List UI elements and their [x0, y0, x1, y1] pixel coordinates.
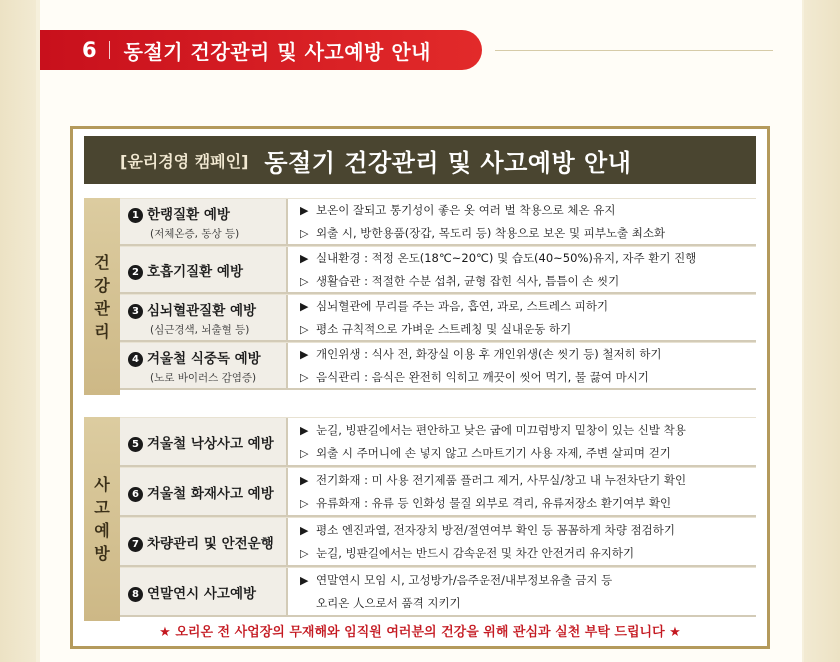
item-title-text: 겨울철 낙상사고 예방 [147, 435, 274, 452]
arrow-icon: ▶ [300, 523, 309, 537]
arrow-icon: ▶ [300, 574, 309, 587]
list-item [120, 342, 756, 390]
item-list [120, 417, 756, 621]
section-label-char: 리 [94, 321, 110, 341]
number-badge-icon: 8 [128, 587, 143, 602]
list-item [120, 198, 756, 246]
section-label-char: 관 [94, 298, 110, 318]
item-description [288, 343, 756, 388]
arrow-icon: ▷ [300, 496, 309, 510]
number-badge-icon: 5 [128, 437, 143, 452]
accident-section [84, 417, 756, 621]
campaign-panel [70, 126, 770, 649]
description-text: 심뇌혈관에 무리를 주는 과음, 흡연, 과로, 스트레스 피하기 [316, 298, 609, 313]
item-title-text: 연말연시 사고예방 [147, 585, 257, 602]
description-text: 평소 규칙적으로 가벼운 스트레칭 및 실내운동 하기 [316, 321, 572, 336]
description-line [300, 519, 756, 542]
item-description [288, 295, 756, 340]
description-line [300, 247, 756, 270]
description-text: 외출 시, 방한용품(장갑, 목도리 등) 착용으로 보온 및 피부노출 최소화 [316, 225, 666, 240]
arrow-icon: ▶ [300, 203, 309, 217]
arrow-icon: ▷ [300, 446, 309, 460]
item-title [128, 299, 286, 319]
description-line [300, 469, 756, 492]
arrow-icon: ▷ [300, 226, 309, 240]
description-text: 외출 시 주머니에 손 넣지 않고 스마트기기 사용 자제, 주변 살피며 걷기 [316, 445, 671, 460]
item-title [128, 582, 286, 602]
arrow-icon: ▶ [300, 251, 309, 265]
number-badge-icon: 3 [128, 304, 143, 319]
number-badge-icon: 6 [128, 487, 143, 502]
item-name-cell [120, 343, 288, 388]
section-label-char: 예 [94, 521, 110, 540]
arrow-icon: ▶ [300, 473, 309, 487]
item-name-cell [120, 199, 288, 244]
description-line [300, 569, 756, 592]
item-title [128, 432, 286, 452]
description-text: 생활습관 : 적절한 수분 섭취, 균형 잡힌 식사, 틈틈이 손 씻기 [316, 273, 620, 288]
item-name-cell [120, 247, 288, 292]
item-name-cell [120, 568, 288, 615]
number-badge-icon: 4 [128, 352, 143, 367]
description-text: 평소 엔진과열, 전자장치 방전/절연여부 확인 등 꼼꼼하게 차량 점검하기 [316, 522, 675, 537]
section-label [84, 198, 120, 395]
item-title [128, 203, 286, 223]
item-description [288, 247, 756, 292]
description-line [300, 222, 756, 245]
item-title [128, 482, 286, 502]
item-title-text: 한랭질환 예방 [147, 206, 230, 223]
description-line [300, 366, 756, 389]
list-item [120, 517, 756, 567]
item-title-text: 호흡기질환 예방 [147, 263, 243, 280]
item-name-cell [120, 418, 288, 465]
item-title-text: 심뇌혈관질환 예방 [147, 302, 257, 319]
description-line [300, 295, 756, 318]
item-subtitle: (노로 바이러스 감염증) [150, 371, 257, 384]
list-item [120, 467, 756, 517]
item-list [120, 198, 756, 395]
item-title [128, 260, 286, 280]
item-description [288, 568, 756, 615]
arrow-icon: ▷ [300, 322, 309, 336]
section-label-char: 고 [94, 498, 110, 517]
description-line [300, 542, 756, 565]
item-subtitle: (심근경색, 뇌출혈 등) [150, 323, 250, 336]
item-title-text: 겨울철 화재사고 예방 [147, 485, 274, 502]
description-text: 오리온 人으로서 품격 지키기 [316, 596, 461, 610]
section-label-char: 방 [94, 544, 110, 563]
item-name-cell [120, 468, 288, 515]
number-badge-icon: 1 [128, 208, 143, 223]
description-text: 보온이 잘되고 통기성이 좋은 옷 여러 벌 착용으로 체온 유지 [316, 202, 616, 217]
description-line [300, 592, 756, 614]
description-text: 개인위생 : 식사 전, 화장실 이용 후 개인위생(손 씻기 등) 철저히 하기 [316, 346, 662, 361]
item-title-text: 차량관리 및 안전운행 [147, 535, 274, 552]
description-line [300, 492, 756, 515]
description-line [300, 318, 756, 341]
section-title: 동절기 건강관리 및 사고예방 안내 [123, 39, 431, 64]
arrow-icon: ▷ [300, 370, 309, 384]
item-title [128, 347, 286, 367]
description-text: 실내환경 : 적정 온도(18℃~20℃) 및 습도(40~50%)유지, 자주 환기 진행 [316, 250, 697, 265]
item-title-text: 겨울철 식중독 예방 [147, 350, 261, 367]
arrow-icon: ▶ [300, 423, 309, 437]
document-page [40, 0, 802, 662]
section-label-char: 건 [94, 252, 110, 272]
section-number: 6 [82, 38, 97, 62]
arrow-icon: ▷ [300, 274, 309, 288]
left-margin [0, 0, 36, 662]
item-description [288, 418, 756, 465]
section-label-char: 강 [94, 275, 110, 295]
arrow-icon: ▶ [300, 299, 309, 313]
item-description [288, 518, 756, 565]
description-line [300, 270, 756, 293]
header-rule [495, 50, 773, 51]
description-text: 유류화재 : 유류 등 인화성 물질 외부로 격리, 유류저장소 환기여부 확인 [316, 495, 672, 510]
campaign-banner [84, 136, 756, 184]
description-line [300, 199, 756, 222]
list-item [120, 567, 756, 617]
item-title [128, 532, 286, 552]
list-item [120, 417, 756, 467]
list-item [120, 294, 756, 342]
description-line [300, 343, 756, 366]
header-divider [109, 41, 110, 59]
section-label-char: 사 [94, 475, 110, 494]
arrow-icon: ▷ [300, 546, 309, 560]
item-description [288, 199, 756, 244]
description-line [300, 419, 756, 442]
section-label [84, 417, 120, 621]
right-margin [804, 0, 840, 662]
item-description [288, 468, 756, 515]
item-name-cell [120, 295, 288, 340]
description-text: 눈길, 빙판길에서는 반드시 감속운전 및 차간 안전거리 유지하기 [316, 545, 635, 560]
item-name-cell [120, 518, 288, 565]
number-badge-icon: 2 [128, 265, 143, 280]
arrow-icon: ▶ [300, 347, 309, 361]
number-badge-icon: 7 [128, 537, 143, 552]
health-section [84, 198, 756, 395]
campaign-tag: [윤리경영 캠페인] [120, 151, 249, 171]
description-text: 눈길, 빙판길에서는 편안하고 낮은 굽에 미끄럼방지 밑창이 있는 신발 착용 [316, 422, 686, 437]
description-text: 음식관리 : 음식은 완전히 익히고 깨끗이 씻어 먹기, 물 끓여 마시기 [316, 369, 649, 384]
campaign-title: 동절기 건강관리 및 사고예방 안내 [264, 148, 632, 177]
list-item [120, 246, 756, 294]
description-text: 연말연시 모임 시, 고성방가/음주운전/내부정보유출 금지 등 [316, 573, 613, 587]
description-text: 전기화재 : 미 사용 전기제품 플러그 제거, 사무실/창고 내 누전차단기 확인 [316, 472, 687, 487]
campaign-footer: ★ 오리온 전 사업장의 무재해와 임직원 여러분의 건강을 위해 관심과 실천 부탁 드립니다 ★ [159, 625, 681, 640]
section-header [40, 30, 482, 70]
item-subtitle: (저체온증, 동상 등) [150, 227, 240, 240]
description-line [300, 442, 756, 465]
